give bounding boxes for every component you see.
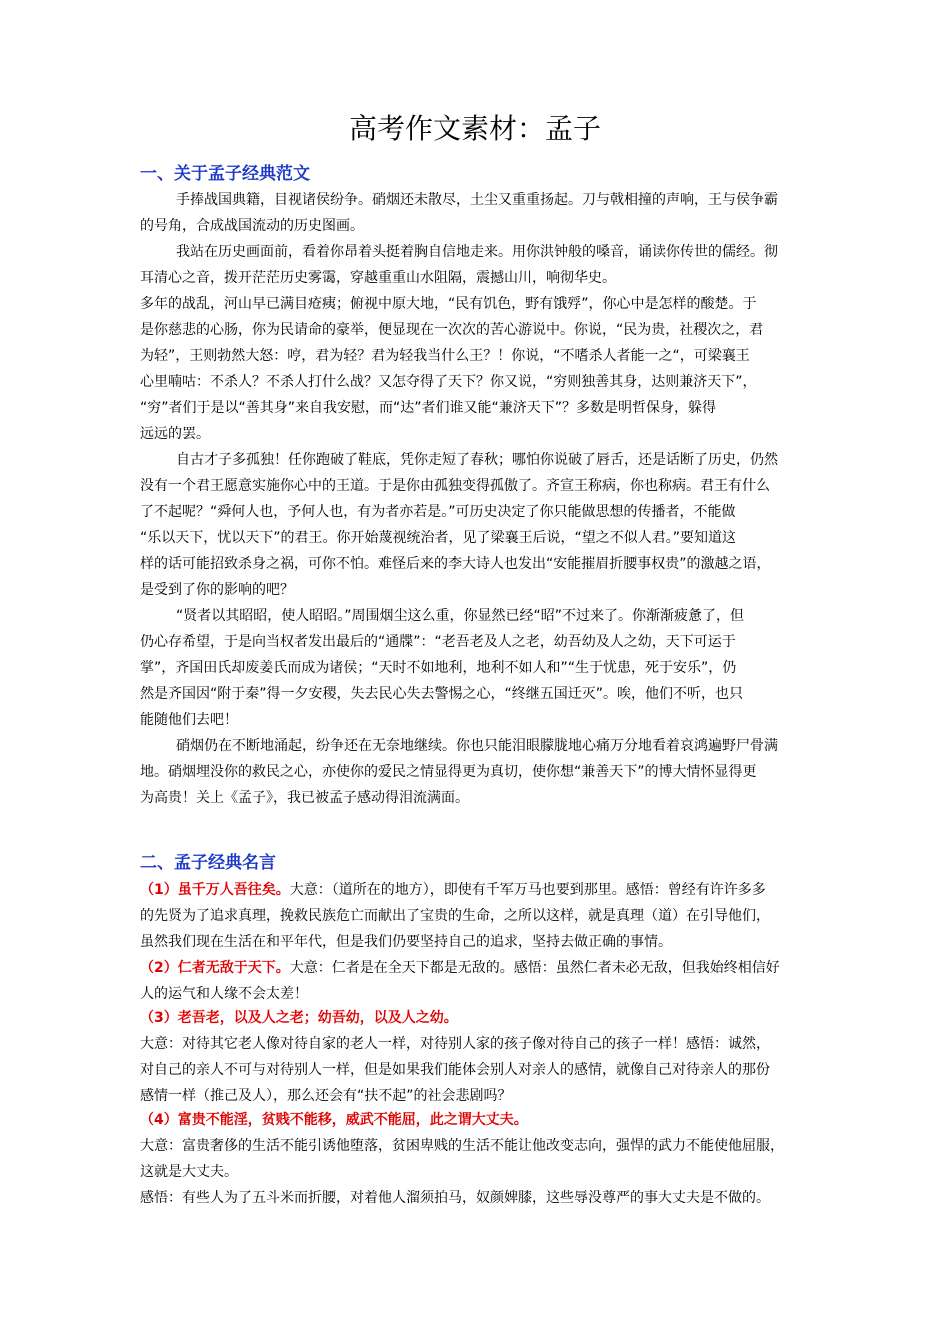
essay-line: 是受到了你的影响的吧？	[140, 582, 294, 598]
essay-line: 我站在历史画面前，看着你昂着头挺着胸自信地走来。用你洪钟般的嗓音，诵读你传世的儒经。彻	[176, 244, 778, 260]
essay-line: 然是齐国因“附于秦”得一夕安稷，失去民心失去警惕之心，“终继五国迁灭”。唉，他们不听，也只	[140, 686, 744, 702]
essay-line: “乐以天下，忧以天下”的君王。你开始蔑视统治者，见了梁襄王后说，“望之不似人君。”要知道这	[140, 530, 737, 546]
quote-4-line: 感悟：有些人为了五斗米而折腰，对着他人溜须拍马，奴颜婢膝，这些辱没尊严的事大丈夫是不做的。	[140, 1190, 770, 1206]
quote-2-line	[140, 958, 830, 978]
essay-line: “贤者以其昭昭，使人昭昭。”周围烟尘这么重，你显然已经“昭”不过来了。你渐渐疲惫了，但	[176, 608, 745, 624]
essay-line: 手捧战国典籍，目视诸侯纷争。硝烟还未散尽，土尘又重重扬起。刀与戟相撞的声响，王与侯争霸	[176, 192, 778, 208]
essay-line: 心里喃咕：不杀人？不杀人打什么战？又怎夺得了天下？你又说，“穷则独善其身，达则兼济天下”，	[140, 374, 757, 390]
essay-line: 掌”，齐国田氏却废姜氏而成为诸侯；“天时不如地利，地利不如人和”“生于忧患，死于安乐”，仍	[140, 660, 737, 676]
quote-4-line: 大意：富贵奢侈的生活不能引诱他堕落，贫困卑贱的生活不能让他改变志向，强悍的武力不能使他屈服，	[140, 1138, 784, 1154]
quote-3-text: （3）老吾老，以及人之老；幼吾幼，以及人之幼。	[140, 1010, 458, 1026]
essay-line: 为高贵！关上《孟子》，我已被孟子感动得泪流满面。	[140, 790, 469, 806]
essay-line: 硝烟仍在不断地涌起，纷争还在无奈地继续。你也只能泪眼朦胧地心痛万分地看着哀鸿遍野尸骨满	[176, 738, 778, 754]
essay-line: 没有一个君王愿意实施你心中的王道。于是你由孤独变得孤傲了。齐宣王称病，你也称病。君王有什么	[140, 478, 770, 494]
quote-4-text: （4）富贵不能淫，贫贱不能移，威武不能屈，此之谓大丈夫。	[140, 1112, 528, 1128]
quote-1-line: 虽然我们现在生活在和平年代，但是我们仍要坚持自己的追求，坚持去做正确的事情。	[140, 934, 672, 950]
essay-line: 的号角，合成战国流动的历史图画。	[140, 218, 364, 234]
essay-line: 多年的战乱，河山早已满目疮痍；俯视中原大地，“民有饥色，野有饿殍”，你心中是怎样的酸楚。于	[140, 296, 757, 312]
quote-3-line: 对自己的亲人不可与对待别人一样，但是如果我们能体会别人对亲人的感情，就像自己对待亲人的那份	[140, 1062, 770, 1078]
quote-1-meaning: 大意：（道所在的地方），即使有千军万马也要到那里。感悟：曾经有许许多多	[289, 882, 766, 898]
essay-line: 远远的罢。	[140, 426, 210, 442]
section-heading-essay: 一、关于孟子经典范文	[140, 164, 310, 184]
quote-1-line: 的先贤为了追求真理，挽救民族危亡而献出了宝贵的生命，之所以这样，就是真理（道）在引导他们，	[140, 908, 770, 924]
essay-line: 地。硝烟埋没你的救民之心，亦使你的爱民之情显得更为真切，使你想“兼善天下”的博大情怀显得更	[140, 764, 757, 780]
essay-line: 自古才子多孤独！任你跑破了鞋底，凭你走短了春秋；哪怕你说破了唇舌，还是话断了历史，仍然	[176, 452, 778, 468]
essay-line: 了不起呢？“舜何人也，予何人也，有为者亦若是。”可历史决定了你只能做思想的传播者，不能做	[140, 504, 736, 520]
essay-line: 能随他们去吧！	[140, 712, 238, 728]
quote-2-text: （2）仁者无敌于天下。	[140, 960, 290, 976]
essay-line: 样的话可能招致杀身之祸，可你不怕。难怪后来的李大诗人也发出“安能摧眉折腰事权贵”的激越之语，	[140, 556, 771, 572]
essay-line: 为轻”，王则勃然大怒：哼，君为轻？君为轻我当什么王？！你说，“不嗜杀人者能一之“，可梁襄王	[140, 348, 750, 364]
quote-1-line	[140, 880, 830, 900]
quote-3-line: 大意：对待其它老人像对待自家的老人一样，对待别人家的孩子像对待自己的孩子一样！感悟：诚然，	[140, 1036, 770, 1052]
quote-3-line: 感情一样（推己及人），那么还会有“扶不起”的社会悲剧吗？	[140, 1088, 512, 1104]
essay-line: 仍心存希望，于是向当权者发出最后的“通牒”：“老吾老及人之老，幼吾幼及人之幼，天下可运于	[140, 634, 736, 650]
essay-line: 是你慈悲的心肠，你为民请命的豪举，便显现在一次次的苦心游说中。你说，“民为贵，社稷次之，君	[140, 322, 764, 338]
quote-2-line: 人的运气和人缘不会太差！	[140, 986, 308, 1002]
quote-2-meaning: 大意：仁者是在全天下都是无敌的。感悟：虽然仁者未必无敌，但我始终相信好	[289, 960, 780, 976]
quote-4-line: 这就是大丈夫。	[140, 1164, 238, 1180]
page-title: 高考作文素材：孟子	[348, 112, 601, 145]
section-heading-quotes: 二、孟子经典名言	[140, 853, 276, 873]
essay-line: “穷”者们于是以“善其身”来自我安慰，而“达”者们谁又能“兼济天下”？多数是明哲保身，躲得	[140, 400, 717, 416]
essay-line: 耳清心之音，拨开茫茫历史雾霭，穿越重重山水阻隔，震撼山川，响彻华史。	[140, 270, 616, 286]
quote-1-text: （1）虽千万人吾往矣。	[140, 882, 290, 898]
